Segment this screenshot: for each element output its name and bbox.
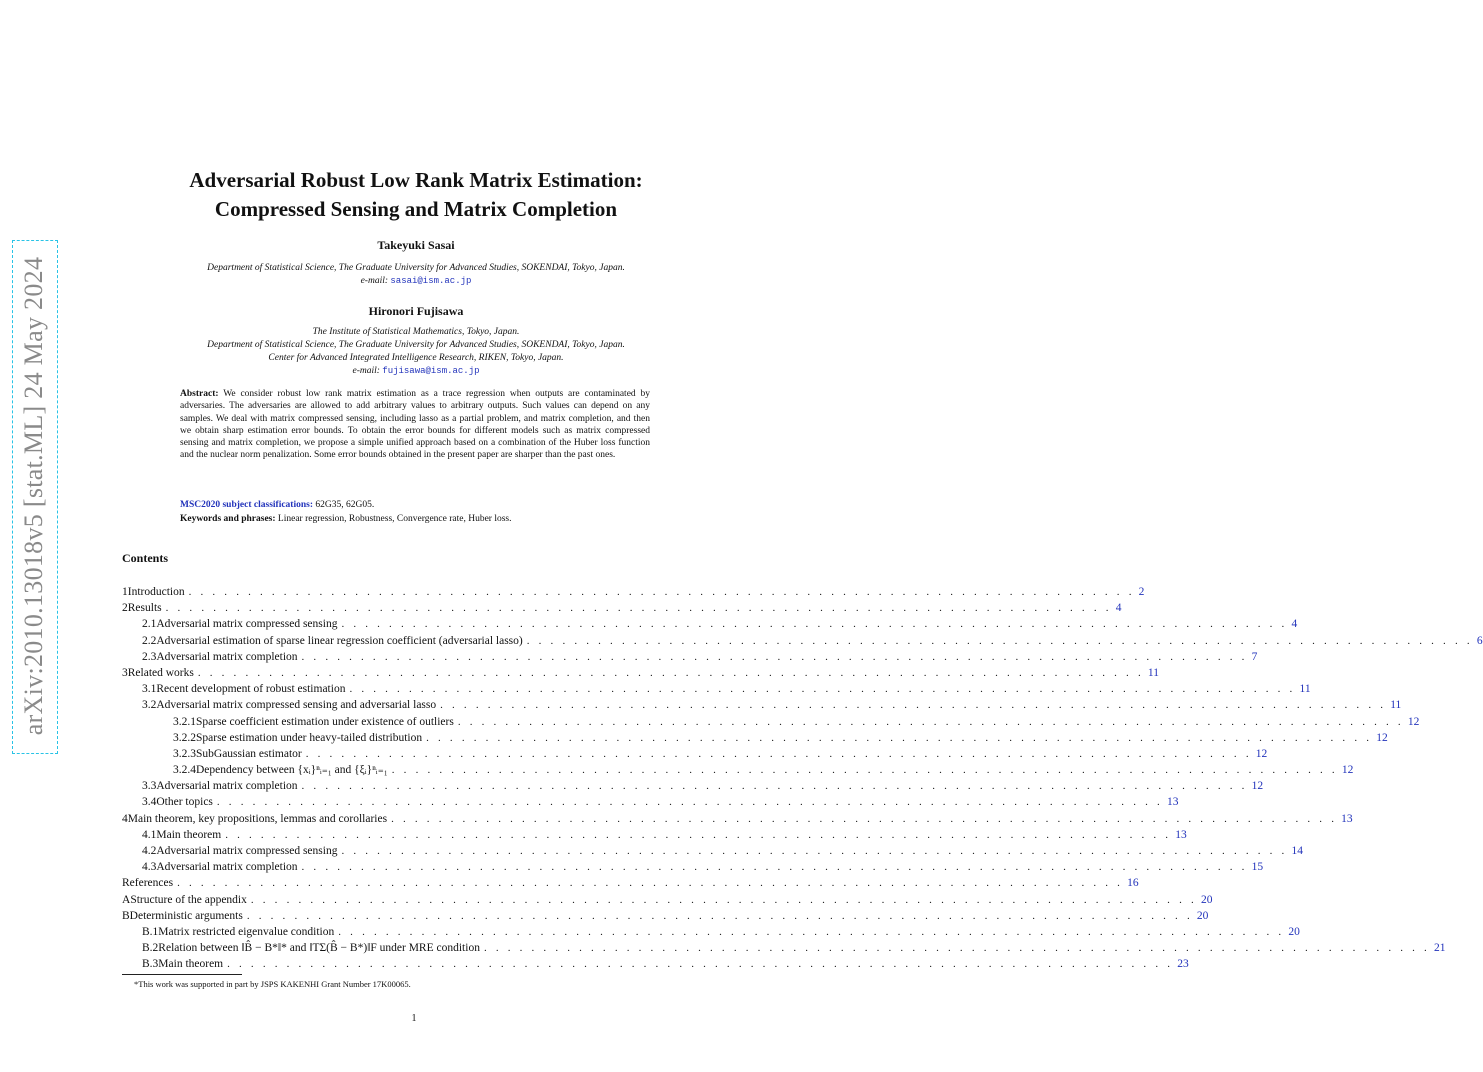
author-2-email-line (100, 365, 732, 378)
toc-entry-number: B.1 (142, 925, 159, 938)
toc-leader-dots: . . . . . . . . . . . . . . . . . . . . . . . . . . . . . . . . . . . . . . . . . . . . . . . . . . . . . . . . . . . . . . . . . . . . . . . . . . . . . . . . (341, 845, 1288, 857)
toc-leader-dots: . . . . . . . . . . . . . . . . . . . . . . . . . . . . . . . . . . . . . . . . . . . . . . . . . . . . . . . . . . . . . . . . . . . . . . . . . . . . . . . . (440, 699, 1387, 712)
toc-entry-page[interactable]: 11 (1390, 699, 1402, 712)
toc-entry-number: 3.1 (142, 683, 157, 696)
toc-leader-dots: . . . . . . . . . . . . . . . . . . . . . . . . . . . . . . . . . . . . . . . . . . . . . . . . . . . . . . . . . . . . . . . . . . . . . . . . . . . . . . . . (225, 828, 1172, 841)
toc-leader-dots: . . . . . . . . . . . . . . . . . . . . . . . . . . . . . . . . . . . . . . . . . . . . . . . . . . . . . . . . . . . . . . . . . . . . . . . . . . . . . . . . (391, 764, 1338, 777)
toc-entry-page[interactable]: 21 (1434, 942, 1446, 955)
abstract-text: We consider robust low rank matrix estimation as a trace regression when outputs are contaminated by adversaries. The adversaries are allowed to add arbitrary values to arbitrary outputs. Such values can depend on any samples. We deal with matrix compressed sensing, including lasso as a partial problem, and matrix completion, and then we obtain sharp estimation error bounds. To obtain the error bounds for different models such as matrix compressed sensing and matrix completion, we propose a simple unified approach based on a combination of the Huber loss function and the nuclear norm penalization. Some error bounds obtained in the present paper are sharper than the past ones. (180, 389, 650, 461)
author-1-affiliation-block (100, 262, 732, 288)
toc-entry-title[interactable]: Other topics (156, 796, 213, 809)
toc-entry-page[interactable]: 12 (1376, 731, 1388, 744)
toc-leader-dots: . . . . . . . . . . . . . . . . . . . . . . . . . . . . . . . . . . . . . . . . . . . . . . . . . . . . . . . . . . . . . . . . . . . . . . . . . . . . . . . . (301, 780, 1248, 793)
toc-entry-page[interactable]: 12 (1255, 747, 1268, 760)
toc-entry[interactable] (122, 794, 1179, 810)
email-label: e-mail: (360, 276, 389, 286)
toc-entry-title[interactable]: Dependency between {xᵢ}ⁿᵢ₌₁ and {ξᵢ}ⁿᵢ₌₁ (196, 764, 388, 777)
toc-entry-number: 2.1 (142, 618, 157, 631)
toc-entry-page[interactable]: 4 (1291, 618, 1298, 631)
author-2-affiliation-3: Center for Advanced Integrated Intelligence Research, RIKEN, Tokyo, Japan. (268, 353, 564, 363)
toc-entry-title[interactable]: Adversarial matrix completion (156, 650, 298, 663)
author-1-affiliation: Department of Statistical Science, The Graduate University for Advanced Studies, SOKENDAI, Tokyo, Japan. (207, 263, 625, 273)
toc-entry-title[interactable]: SubGaussian estimator (196, 747, 302, 760)
toc-leader-dots: . . . . . . . . . . . . . . . . . . . . . . . . . . . . . . . . . . . . . . . . . . . . . . . . . . . . . . . . . . . . . . . . . . . . . . . . . . . . . . . . (457, 715, 1404, 728)
toc-entry-title[interactable]: Adversarial matrix completion (156, 780, 298, 793)
toc-entry-number: 3 (122, 666, 128, 679)
toc-entry-number: 4.2 (142, 845, 157, 857)
toc-entry[interactable] (122, 811, 1353, 827)
toc-entry-number: 3.2 (142, 699, 157, 712)
toc-entry[interactable] (122, 714, 1420, 730)
toc-entry-number: 3.2.2 (173, 731, 196, 744)
toc-leader-dots: . . . . . . . . . . . . . . . . . . . . . . . . . . . . . . . . . . . . . . . . . . . . . . . . . . . . . . . . . . . . . . . . . . . . . . . . . . . . . . . . (305, 747, 1252, 760)
toc-entry-title[interactable]: Main theorem (156, 828, 222, 841)
toc-entry-number: 1 (122, 586, 128, 598)
toc-entry-title[interactable]: Deterministic arguments (129, 909, 243, 922)
msc-value: 62G35, 62G05. (315, 500, 375, 510)
toc-entry-page[interactable]: 11 (1147, 666, 1159, 679)
toc-leader-dots: . . . . . . . . . . . . . . . . . . . . . . . . . . . . . . . . . . . . . . . . . . . . . . . . . . . . . . . . . . . . . . . . . . . . . . . . . . . . . . . . (165, 602, 1112, 615)
toc-entry-title[interactable]: Adversarial matrix compressed sensing (156, 845, 338, 857)
toc-entry-page[interactable]: 4 (1115, 602, 1122, 615)
title-line-1: Adversarial Robust Low Rank Matrix Estimation: (189, 168, 643, 192)
email-label: e-mail: (352, 366, 380, 376)
author-1-email[interactable]: sasai@ism.ac.jp (390, 276, 472, 286)
toc-entry-title[interactable]: Sparse coefficient estimation under existence of outliers (196, 715, 454, 728)
toc-entry-number: 3.2.3 (173, 747, 196, 760)
toc-entry-page[interactable]: 16 (1127, 877, 1139, 890)
msc-classifications (180, 500, 374, 510)
toc-leader-dots: . . . . . . . . . . . . . . . . . . . . . . . . . . . . . . . . . . . . . . . . . . . . . . . . . . . . . . . . . . . . . . . . . . . . . . . . . . . . . . . . (341, 618, 1288, 631)
toc-entry-page[interactable]: 13 (1166, 796, 1179, 809)
toc-entry-number: 4 (122, 812, 128, 825)
toc-entry-title[interactable]: Adversarial estimation of sparse linear regression coefficient (adversarial lasso) (156, 634, 523, 647)
toc-leader-dots: . . . . . . . . . . . . . . . . . . . . . . . . . . . . . . . . . . . . . . . . . . . . . . . . . . . . . . . . . . . . . . . . . . . . . . . . . . . . . . . . (246, 909, 1193, 922)
toc-entry-page[interactable]: 13 (1341, 812, 1353, 825)
toc-entry[interactable] (122, 633, 1483, 649)
toc-entry[interactable] (122, 649, 1258, 665)
toc-entry[interactable] (122, 584, 1145, 600)
toc-entry-title[interactable]: Matrix restricted eigenvalue condition (158, 925, 335, 938)
toc-leader-dots: . . . . . . . . . . . . . . . . . . . . . . . . . . . . . . . . . . . . . . . . . . . . . . . . . . . . . . . . . . . . . . . . . . . . . . . . . . . . . . . . (216, 796, 1163, 809)
toc-entry-title[interactable]: Structure of the appendix (130, 893, 247, 906)
toc-entry-title[interactable]: Adversarial matrix completion (156, 861, 298, 874)
toc-entry-page[interactable]: 20 (1288, 925, 1300, 938)
author-2-name: Hironori Fujisawa (368, 304, 464, 318)
author-1-name: Takeyuki Sasai (377, 238, 455, 252)
toc-leader-dots: . . . . . . . . . . . . . . . . . . . . . . . . . . . . . . . . . . . . . . . . . . . . . . . . . . . . . . . . . . . . . . . . . . . . . . . . . . . . . . . . (426, 731, 1373, 744)
toc-entry-page[interactable]: 12 (1407, 715, 1420, 728)
toc-entry-number: B (122, 909, 130, 922)
toc-leader-dots: . . . . . . . . . . . . . . . . . . . . . . . . . . . . . . . . . . . . . . . . . . . . . . . . . . . . . . . . . . . . . . . . . . . . . . . . . . . . . . . . (250, 893, 1197, 906)
toc-entry[interactable] (122, 924, 1300, 940)
toc-entry-number: A (122, 893, 131, 906)
toc-entry-title[interactable]: Sparse estimation under heavy-tailed distribution (196, 731, 423, 744)
author-2-email[interactable]: fujisawa@ism.ac.jp (382, 366, 480, 376)
toc-entry-page[interactable]: 12 (1341, 764, 1354, 777)
arxiv-identifier: arXiv:2010.13018v5 [stat.ML] 24 May 2024 (19, 256, 48, 736)
abstract (180, 388, 650, 462)
toc-entry-number: B.2 (142, 942, 159, 955)
contents-heading: Contents (122, 551, 169, 565)
toc-entry-number: 3.3 (142, 780, 157, 793)
toc-entry[interactable] (122, 697, 1402, 713)
abstract-label: Abstract: (180, 389, 219, 399)
footnote: *This work was supported in part by JSPS KAKENHI Grant Number 17K00065. (134, 979, 411, 989)
keywords (180, 514, 512, 524)
toc-leader-dots: . . . . . . . . . . . . . . . . . . . . . . . . . . . . . . . . . . . . . . . . . . . . . . . . . . . . . . . . . . . . . . . . . . . . . . . . . . . . . . . . (188, 586, 1135, 598)
toc-entry[interactable] (122, 892, 1213, 908)
toc-entry-page[interactable]: 14 (1291, 845, 1304, 857)
toc-entry[interactable] (122, 665, 1159, 681)
toc-entry[interactable] (122, 730, 1388, 746)
toc-entry[interactable] (122, 762, 1354, 778)
toc-entry-title[interactable]: Introduction (127, 586, 185, 598)
toc-entry[interactable] (122, 956, 1189, 972)
toc-entry-title[interactable]: Adversarial matrix compressed sensing (156, 618, 338, 631)
toc-entry-title[interactable]: References (122, 877, 174, 890)
author-2-affiliation-block (100, 326, 732, 378)
toc-leader-dots: . . . . . . . . . . . . . . . . . . . . . . . . . . . . . . . . . . . . . . . . . . . . . . . . . . . . . . . . . . . . . . . . . . . . . . . . . . . . . . . . (301, 861, 1248, 874)
toc-entry-page[interactable]: 13 (1175, 828, 1187, 841)
title-line-2: Compressed Sensing and Matrix Completion (214, 197, 618, 221)
toc-entry-page[interactable]: 15 (1251, 861, 1264, 874)
toc-entry[interactable] (122, 827, 1187, 843)
toc-leader-dots: . . . . . . . . . . . . . . . . . . . . . . . . . . . . . . . . . . . . . . . . . . . . . . . . . . . . . . . . . . . . . . . . . . . . . . . . . . . . . . . . (177, 877, 1124, 890)
paper-title (100, 166, 732, 224)
toc-entry[interactable] (122, 843, 1304, 859)
toc-entry-page[interactable]: 11 (1299, 683, 1311, 696)
toc-entry[interactable] (122, 859, 1264, 875)
toc-entry[interactable] (122, 908, 1209, 924)
toc-entry[interactable] (122, 681, 1311, 697)
toc-leader-dots: . . . . . . . . . . . . . . . . . . . . . . . . . . . . . . . . . . . . . . . . . . . . . . . . . . . . . . . . . . . . . . . . . . . . . . . . . . . . . . . . (197, 666, 1144, 679)
toc-entry-title[interactable]: Related works (127, 666, 194, 679)
toc-entry-number: 3.2.4 (173, 764, 196, 777)
toc-entry-page[interactable]: 2 (1138, 586, 1145, 598)
toc-entry-number: 4.3 (142, 861, 157, 874)
toc-leader-dots: . . . . . . . . . . . . . . . . . . . . . . . . . . . . . . . . . . . . . . . . . . . . . . . . . . . . . . . . . . . . . . . . . . . . . . . . . . . . . . . . (526, 634, 1473, 647)
toc-leader-dots: . . . . . . . . . . . . . . . . . . . . . . . . . . . . . . . . . . . . . . . . . . . . . . . . . . . . . . . . . . . . . . . . . . . . . . . . . . . . . . . . (483, 942, 1430, 955)
toc-entry-title[interactable]: Main theorem, key propositions, lemmas and corollaries (127, 812, 388, 825)
toc-entry[interactable] (122, 616, 1298, 632)
toc-entry-number: 2.2 (142, 634, 157, 647)
footnote-divider (122, 974, 242, 975)
table-of-contents (122, 584, 1483, 973)
toc-entry-page[interactable]: 6 (1476, 634, 1483, 647)
toc-entry-number: 4.1 (142, 828, 157, 841)
keywords-value: Linear regression, Robustness, Convergence rate, Huber loss. (277, 514, 512, 524)
toc-entry[interactable] (122, 600, 1122, 616)
toc-entry-page[interactable]: 20 (1200, 893, 1213, 906)
page-number: 1 (411, 1013, 417, 1024)
toc-entry-number: 3.4 (142, 796, 157, 809)
toc-leader-dots: . . . . . . . . . . . . . . . . . . . . . . . . . . . . . . . . . . . . . . . . . . . . . . . . . . . . . . . . . . . . . . . . . . . . . . . . . . . . . . . . (349, 683, 1296, 696)
toc-entry-page[interactable]: 12 (1251, 780, 1264, 793)
toc-entry[interactable] (122, 746, 1268, 762)
msc-label[interactable]: MSC2020 subject classifications: (180, 500, 313, 510)
toc-entry[interactable] (122, 940, 1446, 956)
toc-leader-dots: . . . . . . . . . . . . . . . . . . . . . . . . . . . . . . . . . . . . . . . . . . . . . . . . . . . . . . . . . . . . . . . . . . . . . . . . . . . . . . . . (338, 925, 1285, 938)
toc-entry-page[interactable]: 23 (1177, 958, 1189, 971)
toc-entry-number: B.3 (142, 958, 159, 971)
toc-entry-title[interactable]: Recent development of robust estimation (156, 683, 346, 696)
toc-leader-dots: . . . . . . . . . . . . . . . . . . . . . . . . . . . . . . . . . . . . . . . . . . . . . . . . . . . . . . . . . . . . . . . . . . . . . . . . . . . . . . . . (391, 812, 1338, 825)
toc-entry-number: 3.2.1 (173, 715, 196, 728)
keywords-label: Keywords and phrases: (180, 514, 276, 524)
toc-entry-title[interactable]: Main theorem (158, 958, 224, 971)
toc-entry-title[interactable]: Relation between ‖B̂ − B*‖* and ‖TΣ(B̂ − B*)‖F under MRE condition (158, 942, 480, 955)
author-2-affiliation-2: Department of Statistical Science, The Graduate University for Advanced Studies, SOKENDAI, Tokyo, Japan. (207, 340, 625, 350)
toc-entry[interactable] (122, 778, 1264, 794)
toc-entry-page[interactable]: 20 (1196, 909, 1209, 922)
author-2-affiliation-1: The Institute of Statistical Mathematics, Tokyo, Japan. (312, 327, 520, 337)
toc-entry-number: 2.3 (142, 650, 157, 663)
toc-entry-title[interactable]: Results (127, 602, 162, 615)
toc-entry-title[interactable]: Adversarial matrix compressed sensing and adversarial lasso (156, 699, 437, 712)
toc-entry-page[interactable]: 7 (1251, 650, 1258, 663)
toc-entry[interactable] (122, 875, 1139, 891)
toc-entry-number: 2 (122, 602, 128, 615)
toc-leader-dots: . . . . . . . . . . . . . . . . . . . . . . . . . . . . . . . . . . . . . . . . . . . . . . . . . . . . . . . . . . . . . . . . . . . . . . . . . . . . . . . . (301, 650, 1248, 663)
author-1-email-line (100, 275, 732, 288)
toc-leader-dots: . . . . . . . . . . . . . . . . . . . . . . . . . . . . . . . . . . . . . . . . . . . . . . . . . . . . . . . . . . . . . . . . . . . . . . . . . . . . . . . . (227, 958, 1174, 971)
